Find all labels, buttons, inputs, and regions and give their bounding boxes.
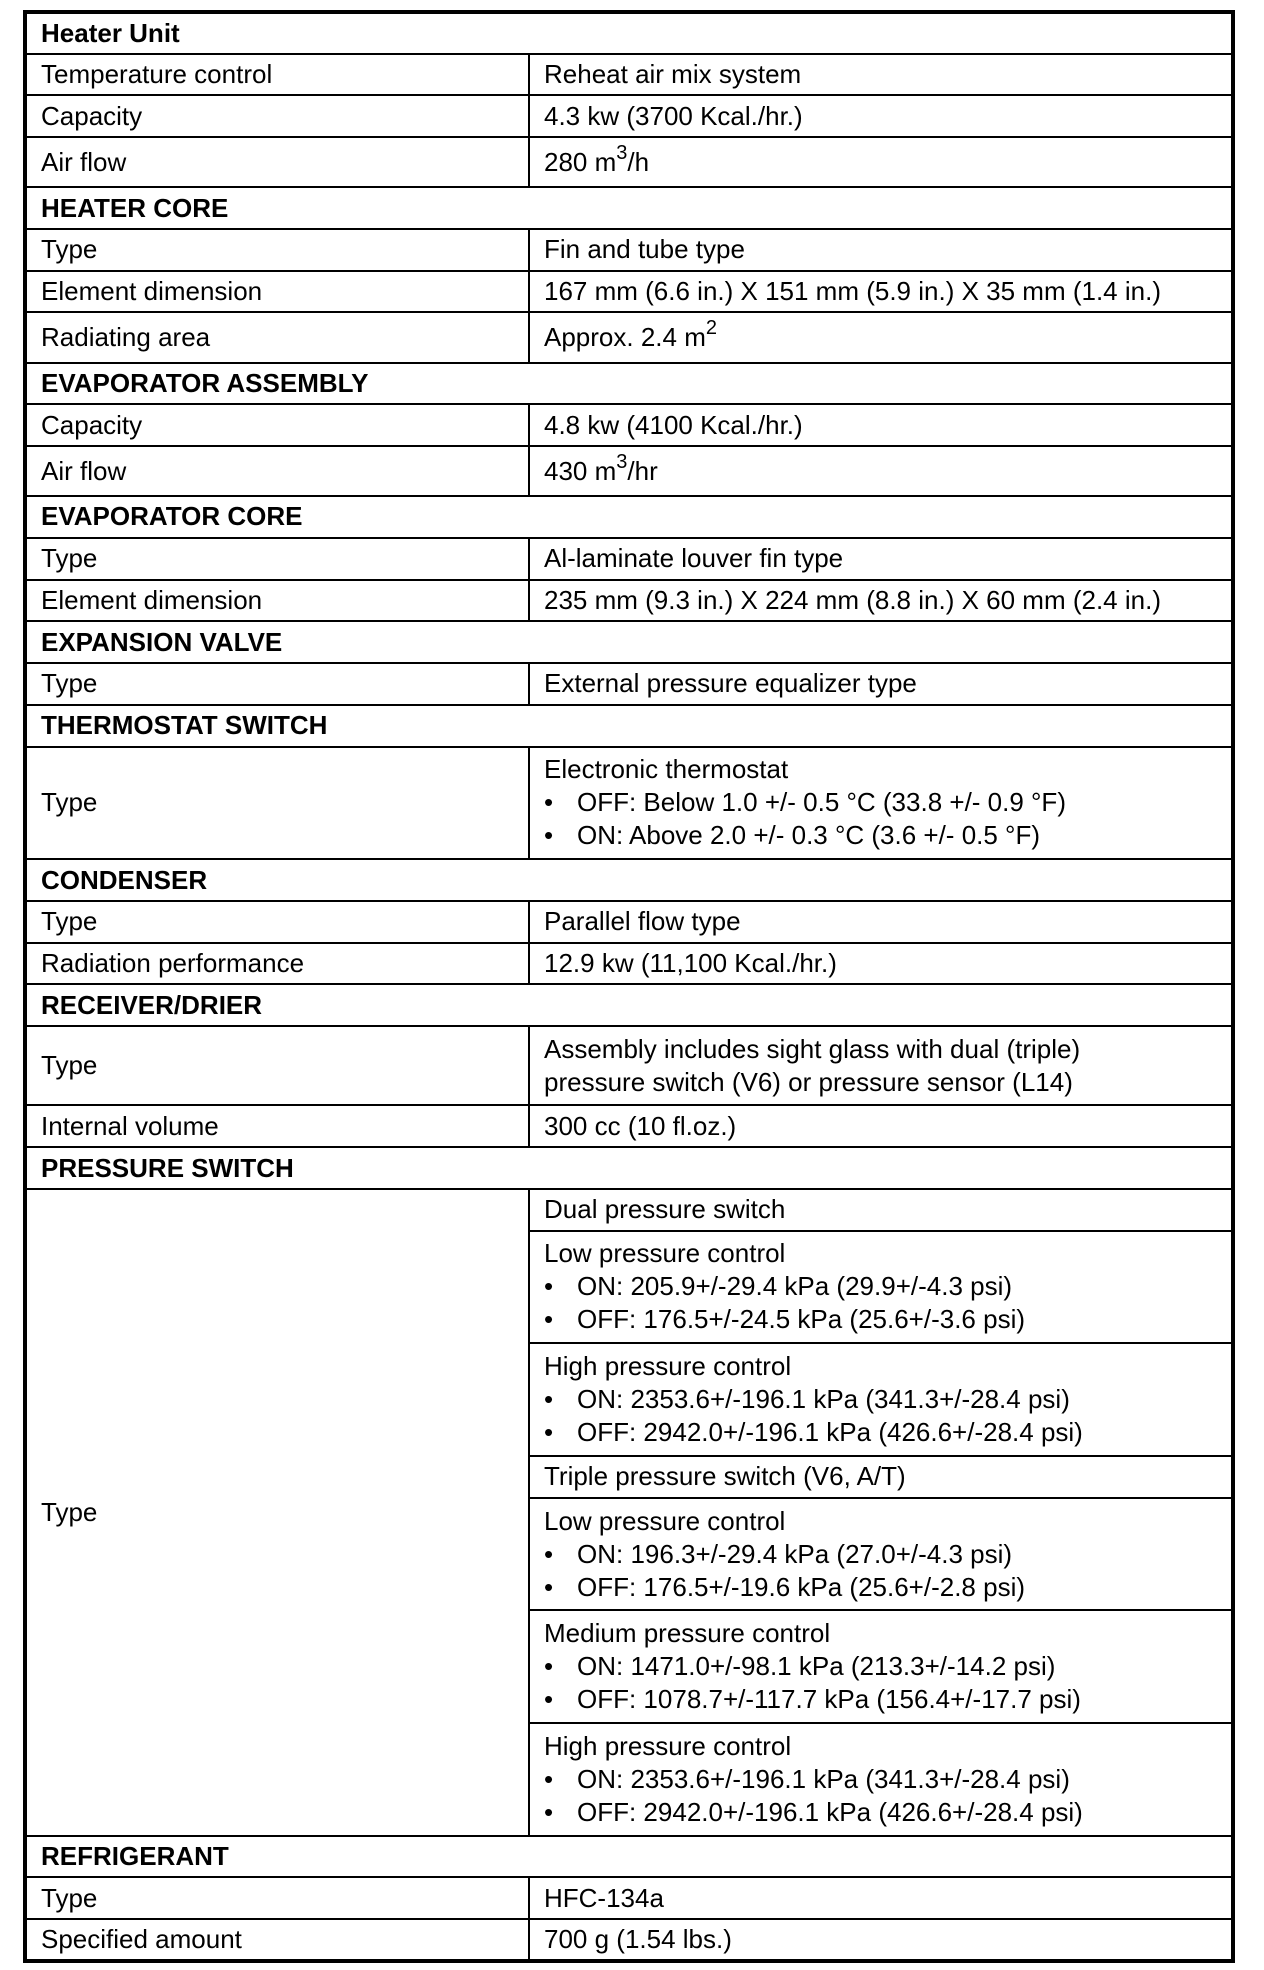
row-value: Parallel flow type	[529, 901, 1233, 943]
row-value: Approx. 2.4 $m^2$	[529, 312, 1233, 362]
bullet-item: • ON: Above 2.0 +/- 0.3 °C (3.6 +/- 0.5 °F)	[544, 819, 1231, 852]
row-value	[529, 1498, 1233, 1611]
row-label: Type	[25, 901, 529, 943]
row-label: Type	[25, 663, 529, 705]
value-line: High pressure control	[544, 1730, 792, 1761]
row-value: HFC-134a	[529, 1877, 1233, 1919]
section-heading: CONDENSER	[25, 859, 1233, 901]
bullet-item: • ON: 205.9+/-29.4 kPa (29.9+/-4.3 psi)	[544, 1270, 1231, 1303]
row-label: Air flow	[25, 137, 529, 187]
row-value: Fin and tube type	[529, 229, 1233, 271]
row-value	[529, 1343, 1233, 1456]
bullet-item: • OFF: 2942.0+/-196.1 kPa (426.6+/-28.4 psi)	[544, 1796, 1231, 1829]
row-value: 235 mm (9.3 in.) X 224 mm (8.8 in.) X 60 mm (2.4 in.)	[529, 580, 1233, 622]
section-heading: EVAPORATOR ASSEMBLY	[25, 363, 1233, 405]
row-value: 430 $m^3/hr$	[529, 446, 1233, 496]
row-label: Radiating area	[25, 312, 529, 362]
section-heading: Heater Unit	[25, 12, 1233, 54]
row-label: Air flow	[25, 446, 529, 496]
value-line: Assembly includes sight glass with dual (triple)	[544, 1033, 1081, 1064]
row-label: Radiation performance	[25, 943, 529, 985]
row-label: Type	[25, 229, 529, 271]
value-line: Medium pressure control	[544, 1618, 831, 1649]
row-label: Element dimension	[25, 271, 529, 313]
row-label: Element dimension	[25, 580, 529, 622]
value-line: Electronic thermostat	[544, 754, 789, 785]
row-value: 300 cc (10 fl.oz.)	[529, 1105, 1233, 1147]
bullet-item: • OFF: 1078.7+/-117.7 kPa (156.4+/-17.7 psi)	[544, 1683, 1231, 1716]
row-value: 167 mm (6.6 in.) X 151 mm (5.9 in.) X 35 mm (1.4 in.)	[529, 271, 1233, 313]
specification-table	[23, 10, 1235, 1963]
row-label: Type	[25, 1189, 529, 1836]
row-value: 4.8 kw (4100 Kcal./hr.)	[529, 404, 1233, 446]
bullet-item: • OFF: 176.5+/-19.6 kPa (25.6+/-2.8 psi)	[544, 1571, 1231, 1604]
bullet-item: • OFF: Below 1.0 +/- 0.5 °C (33.8 +/- 0.9 °F)	[544, 786, 1231, 819]
section-heading: PRESSURE SWITCH	[25, 1147, 1233, 1189]
row-label: Specified amount	[25, 1919, 529, 1961]
row-value: 4.3 kw (3700 Kcal./hr.)	[529, 95, 1233, 137]
row-value	[529, 747, 1233, 860]
row-label: Capacity	[25, 95, 529, 137]
section-heading: EXPANSION VALVE	[25, 621, 1233, 663]
bullet-item: • ON: 2353.6+/-196.1 kPa (341.3+/-28.4 psi)	[544, 1763, 1231, 1796]
row-label: Type	[25, 747, 529, 860]
section-heading: REFRIGERANT	[25, 1836, 1233, 1878]
row-value	[529, 1610, 1233, 1723]
row-value: Reheat air mix system	[529, 54, 1233, 96]
row-label: Type	[25, 1026, 529, 1105]
value-line: Low pressure control	[544, 1238, 786, 1269]
value-line: Low pressure control	[544, 1505, 786, 1536]
bullet-item: • OFF: 176.5+/-24.5 kPa (25.6+/-3.6 psi)	[544, 1303, 1231, 1336]
row-label: Capacity	[25, 404, 529, 446]
section-heading: EVAPORATOR CORE	[25, 496, 1233, 538]
row-value	[529, 1723, 1233, 1836]
bullet-item: • ON: 1471.0+/-98.1 kPa (213.3+/-14.2 psi)	[544, 1650, 1231, 1683]
row-label: Type	[25, 538, 529, 580]
row-label: Temperature control	[25, 54, 529, 96]
bullet-item: • OFF: 2942.0+/-196.1 kPa (426.6+/-28.4 psi)	[544, 1416, 1231, 1449]
section-heading: THERMOSTAT SWITCH	[25, 705, 1233, 747]
row-value	[529, 1231, 1233, 1344]
row-value: 280 $m^3/h$	[529, 137, 1233, 187]
row-value: 12.9 kw (11,100 Kcal./hr.)	[529, 943, 1233, 985]
row-value	[529, 1026, 1233, 1105]
value-line: pressure switch (V6) or pressure sensor (L14)	[544, 1066, 1073, 1097]
bullet-item: • ON: 196.3+/-29.4 kPa (27.0+/-4.3 psi)	[544, 1538, 1231, 1571]
row-label: Type	[25, 1877, 529, 1919]
row-label: Internal volume	[25, 1105, 529, 1147]
section-heading: RECEIVER/DRIER	[25, 984, 1233, 1026]
bullet-item: • ON: 2353.6+/-196.1 kPa (341.3+/-28.4 psi)	[544, 1383, 1231, 1416]
row-value: 700 g (1.54 lbs.)	[529, 1919, 1233, 1961]
row-value: Triple pressure switch (V6, A/T)	[529, 1456, 1233, 1498]
row-value: Al-laminate louver fin type	[529, 538, 1233, 580]
value-line: High pressure control	[544, 1351, 792, 1382]
row-value: External pressure equalizer type	[529, 663, 1233, 705]
section-heading: HEATER CORE	[25, 187, 1233, 229]
row-value: Dual pressure switch	[529, 1189, 1233, 1231]
